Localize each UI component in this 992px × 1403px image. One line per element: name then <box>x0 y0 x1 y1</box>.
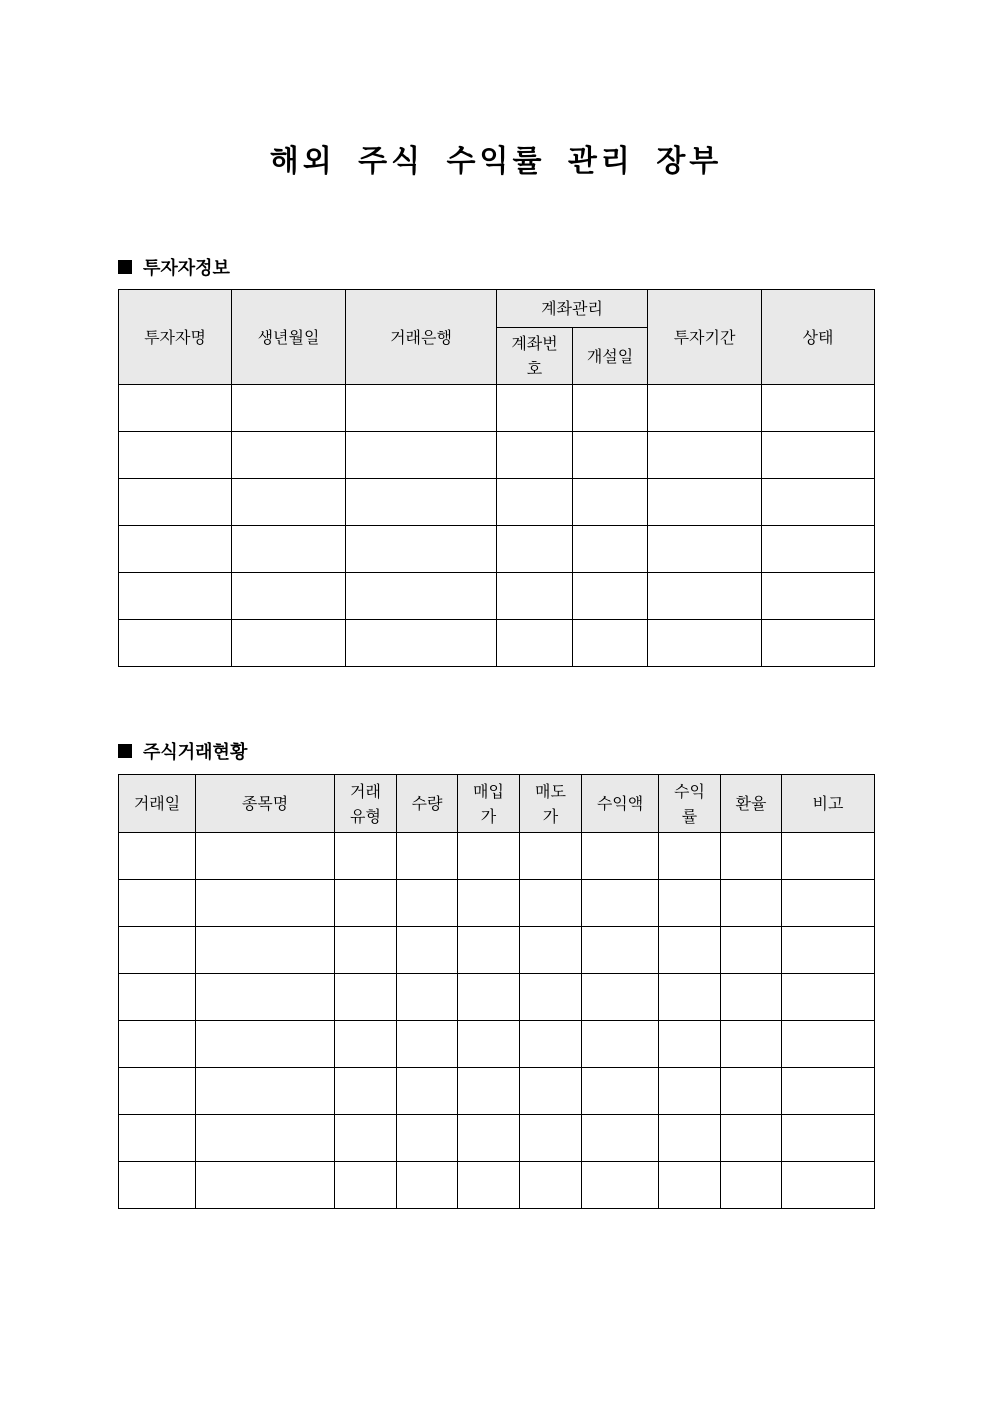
table-cell[interactable] <box>497 573 573 620</box>
table-cell[interactable] <box>782 833 875 880</box>
table-cell[interactable] <box>119 1115 196 1162</box>
table-cell[interactable] <box>721 1068 782 1115</box>
header-remarks: 비고 <box>782 775 875 833</box>
table-cell[interactable] <box>196 880 335 927</box>
table-cell[interactable] <box>458 1068 520 1115</box>
table-cell[interactable] <box>582 1115 659 1162</box>
table-cell[interactable] <box>721 927 782 974</box>
table-cell[interactable] <box>497 432 573 479</box>
table-cell[interactable] <box>762 432 875 479</box>
header-buy-price: 매입 가 <box>458 775 520 833</box>
table-cell[interactable] <box>346 573 497 620</box>
header-bank: 거래은행 <box>346 290 497 385</box>
header-stock-name: 종목명 <box>196 775 335 833</box>
table-cell[interactable] <box>119 1162 196 1209</box>
table-cell[interactable] <box>335 1115 397 1162</box>
table-cell[interactable] <box>648 385 762 432</box>
table-cell[interactable] <box>762 573 875 620</box>
table-cell[interactable] <box>782 974 875 1021</box>
table-cell[interactable] <box>119 385 232 432</box>
table-cell[interactable] <box>782 1115 875 1162</box>
table-cell[interactable] <box>458 880 520 927</box>
table-cell[interactable] <box>458 974 520 1021</box>
table-cell[interactable] <box>659 1068 721 1115</box>
table-cell[interactable] <box>458 927 520 974</box>
table-cell[interactable] <box>196 1068 335 1115</box>
table-cell[interactable] <box>648 573 762 620</box>
header-account-number: 계좌번 호 <box>497 328 573 385</box>
table-cell[interactable] <box>119 432 232 479</box>
table-cell[interactable] <box>721 1115 782 1162</box>
table-cell[interactable] <box>520 1115 582 1162</box>
header-quantity: 수량 <box>397 775 458 833</box>
table-row <box>119 432 875 479</box>
table-cell[interactable] <box>659 1115 721 1162</box>
table-row <box>119 1115 875 1162</box>
header-sell-price: 매도 가 <box>520 775 582 833</box>
table-cell[interactable] <box>520 1021 582 1068</box>
table-cell[interactable] <box>119 479 232 526</box>
table-cell[interactable] <box>497 620 573 667</box>
table-row <box>119 1021 875 1068</box>
table-cell[interactable] <box>346 620 497 667</box>
header-trade-date: 거래일 <box>119 775 196 833</box>
table-cell[interactable] <box>721 880 782 927</box>
table-cell[interactable] <box>573 573 648 620</box>
header-trade-type: 거래 유형 <box>335 775 397 833</box>
table-cell[interactable] <box>232 432 346 479</box>
table-cell[interactable] <box>458 833 520 880</box>
table-cell[interactable] <box>397 974 458 1021</box>
table-cell[interactable] <box>659 1162 721 1209</box>
table-cell[interactable] <box>573 479 648 526</box>
trade-section-title: 주식거래현황 <box>143 742 248 763</box>
table-cell[interactable] <box>458 1021 520 1068</box>
table-cell[interactable] <box>196 927 335 974</box>
table-row <box>119 526 875 573</box>
table-cell[interactable] <box>397 880 458 927</box>
table-cell[interactable] <box>582 1162 659 1209</box>
header-investor-name: 투자자명 <box>119 290 232 385</box>
table-cell[interactable] <box>196 974 335 1021</box>
table-cell[interactable] <box>335 880 397 927</box>
investor-section-heading <box>118 254 230 280</box>
table-cell[interactable] <box>582 1021 659 1068</box>
table-cell[interactable] <box>782 927 875 974</box>
table-row <box>119 927 875 974</box>
table-cell[interactable] <box>335 1068 397 1115</box>
table-cell[interactable] <box>582 1068 659 1115</box>
table-cell[interactable] <box>196 1162 335 1209</box>
header-investment-period: 투자기간 <box>648 290 762 385</box>
table-cell[interactable] <box>520 974 582 1021</box>
table-cell[interactable] <box>346 385 497 432</box>
table-cell[interactable] <box>232 573 346 620</box>
table-cell[interactable] <box>582 833 659 880</box>
table-cell[interactable] <box>721 833 782 880</box>
table-cell[interactable] <box>721 1021 782 1068</box>
table-cell[interactable] <box>335 927 397 974</box>
table-row <box>119 974 875 1021</box>
header-exchange-rate: 환율 <box>721 775 782 833</box>
table-cell[interactable] <box>573 432 648 479</box>
table-cell[interactable] <box>573 620 648 667</box>
table-cell[interactable] <box>497 526 573 573</box>
table-cell[interactable] <box>659 833 721 880</box>
square-bullet-icon <box>118 744 132 758</box>
table-cell[interactable] <box>397 1068 458 1115</box>
table-cell[interactable] <box>458 1162 520 1209</box>
table-cell[interactable] <box>762 385 875 432</box>
header-open-date: 개설일 <box>573 328 648 385</box>
table-cell[interactable] <box>520 927 582 974</box>
table-cell[interactable] <box>782 1068 875 1115</box>
investor-info-table <box>118 289 875 667</box>
table-cell[interactable] <box>232 479 346 526</box>
table-cell[interactable] <box>119 1021 196 1068</box>
table-cell[interactable] <box>346 479 497 526</box>
table-cell[interactable] <box>659 880 721 927</box>
table-cell[interactable] <box>119 620 232 667</box>
table-cell[interactable] <box>659 927 721 974</box>
table-cell[interactable] <box>119 1068 196 1115</box>
table-cell[interactable] <box>232 385 346 432</box>
header-birth-date: 생년월일 <box>232 290 346 385</box>
table-cell[interactable] <box>497 479 573 526</box>
table-cell[interactable] <box>119 833 196 880</box>
table-cell[interactable] <box>119 974 196 1021</box>
table-cell[interactable] <box>119 573 232 620</box>
table-cell[interactable] <box>397 1115 458 1162</box>
table-cell[interactable] <box>648 526 762 573</box>
table-cell[interactable] <box>782 880 875 927</box>
table-cell[interactable] <box>397 833 458 880</box>
table-cell[interactable] <box>762 620 875 667</box>
document-title: 해외 주식 수익률 관리 장부 <box>269 144 723 179</box>
table-cell[interactable] <box>659 974 721 1021</box>
table-cell[interactable] <box>648 479 762 526</box>
table-row <box>119 833 875 880</box>
table-cell[interactable] <box>648 620 762 667</box>
table-cell[interactable] <box>648 432 762 479</box>
table-cell[interactable] <box>782 1021 875 1068</box>
investor-section-title: 투자자정보 <box>143 258 230 279</box>
table-cell[interactable] <box>520 1162 582 1209</box>
table-cell[interactable] <box>659 1021 721 1068</box>
table-row <box>119 880 875 927</box>
table-cell[interactable] <box>335 833 397 880</box>
table-cell[interactable] <box>346 432 497 479</box>
header-profit-amount: 수익액 <box>582 775 659 833</box>
table-cell[interactable] <box>520 833 582 880</box>
square-bullet-icon <box>118 260 132 274</box>
table-cell[interactable] <box>335 974 397 1021</box>
table-cell[interactable] <box>573 526 648 573</box>
table-cell[interactable] <box>397 1162 458 1209</box>
header-status: 상태 <box>762 290 875 385</box>
table-cell[interactable] <box>196 1115 335 1162</box>
table-cell[interactable] <box>119 880 196 927</box>
table-cell[interactable] <box>782 1162 875 1209</box>
table-cell[interactable] <box>721 974 782 1021</box>
table-cell[interactable] <box>762 526 875 573</box>
table-cell[interactable] <box>582 880 659 927</box>
table-row <box>119 479 875 526</box>
table-cell[interactable] <box>119 526 232 573</box>
stock-trade-table <box>118 774 875 1209</box>
table-cell[interactable] <box>196 833 335 880</box>
table-cell[interactable] <box>232 620 346 667</box>
trade-section-heading <box>118 738 247 764</box>
table-cell[interactable] <box>458 1115 520 1162</box>
table-cell[interactable] <box>520 1068 582 1115</box>
table-cell[interactable] <box>119 927 196 974</box>
table-cell[interactable] <box>721 1162 782 1209</box>
table-cell[interactable] <box>582 974 659 1021</box>
table-cell[interactable] <box>520 880 582 927</box>
table-cell[interactable] <box>762 479 875 526</box>
table-row <box>119 385 875 432</box>
table-cell[interactable] <box>397 1021 458 1068</box>
table-cell[interactable] <box>582 927 659 974</box>
table-row <box>119 620 875 667</box>
table-row <box>119 573 875 620</box>
table-cell[interactable] <box>232 526 346 573</box>
table-row <box>119 1068 875 1115</box>
table-cell[interactable] <box>346 526 497 573</box>
header-return-rate: 수익 률 <box>659 775 721 833</box>
table-cell[interactable] <box>573 385 648 432</box>
table-cell[interactable] <box>397 927 458 974</box>
table-cell[interactable] <box>335 1162 397 1209</box>
table-cell[interactable] <box>196 1021 335 1068</box>
table-cell[interactable] <box>497 385 573 432</box>
header-account-group: 계좌관리 <box>497 290 648 328</box>
table-cell[interactable] <box>335 1021 397 1068</box>
table-row <box>119 1162 875 1209</box>
